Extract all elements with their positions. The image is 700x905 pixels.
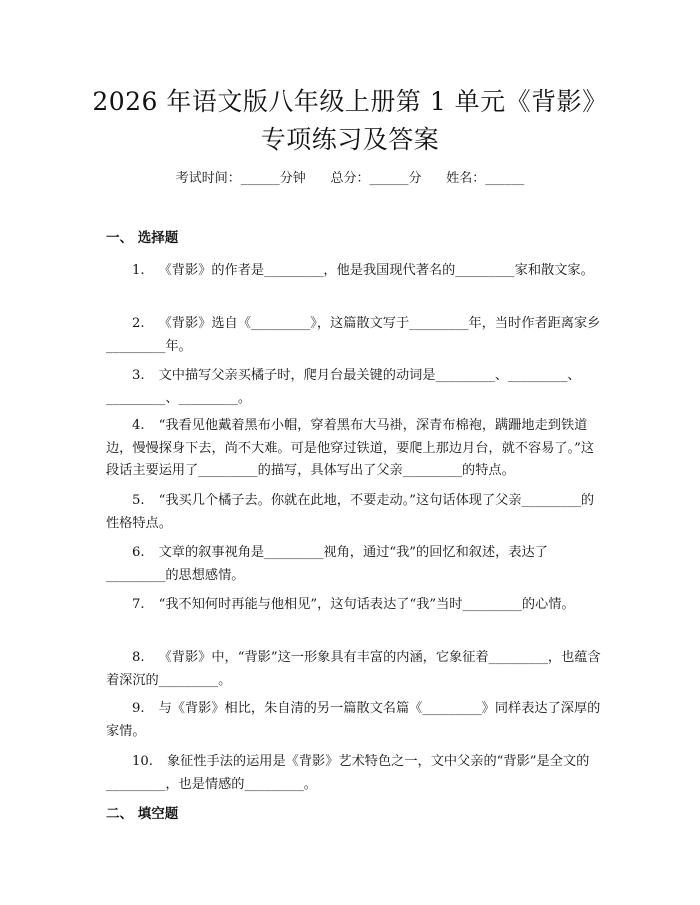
question-number: 7. [132, 597, 145, 612]
exam-info: 考试时间：______分钟 总分：______分 姓名：______ [175, 171, 525, 186]
question-number: 3. [132, 368, 145, 383]
section-heading-fill-blank: 二、 填空题 [106, 806, 179, 822]
question-text: 文章的叙事视角是_________视角，通过“我”的回忆和叙述，表达了_________的思想感情。 [106, 545, 548, 583]
question-text: 《背影》选自《_________》，这篇散文写于_________年，当时作者距离家乡_________年。 [106, 316, 601, 354]
question-number: 5. [132, 493, 145, 508]
question-number: 2. [132, 316, 145, 331]
question-text: 文中描写父亲买橘子时，爬月台最关键的动词是_________、_________、_________、_________。 [106, 368, 581, 406]
question-6 [106, 542, 606, 587]
question-5 [106, 490, 606, 535]
question-2 [106, 313, 606, 358]
question-text: 《背影》的作者是_________，他是我国现代著名的_________家和散文家。 [158, 263, 594, 278]
question-number: 4. [132, 418, 145, 433]
question-number: 1. [132, 263, 145, 278]
question-1 [106, 260, 606, 283]
question-7 [106, 594, 606, 617]
question-text: “我看见他戴着黑布小帽，穿着黑布大马褂，深青布棉袍，蹒跚地走到铁道边，慢慢探身下去，尚不大难。可是他穿过铁道，要爬上那边月台，就不容易了。”这段话主要运用了_________的描写，具体写出了父亲_________的特点。 [106, 418, 595, 478]
question-4 [106, 415, 606, 483]
question-number: 6. [132, 545, 145, 560]
question-text: “我不知何时再能与他相见”，这句话表达了“我”当时_________的心情。 [158, 597, 575, 612]
question-8 [106, 647, 606, 692]
question-number: 9. [132, 701, 145, 716]
question-9 [106, 698, 606, 743]
question-text: 象征性手法的运用是《背影》艺术特色之一，文中父亲的“背影”是全文的_________，也是情感的_________。 [106, 754, 590, 792]
question-text: 《背影》中，“背影”这一形象具有丰富的内涵，它象征着_________，也蕴含着深沉的_________。 [106, 650, 601, 688]
question-10 [106, 751, 606, 796]
question-number: 10. [132, 754, 153, 769]
question-3 [106, 365, 606, 410]
document-title-line-1: 2026 年语文版八年级上册第 1 单元《背影》 [92, 87, 608, 116]
document-title-line-2: 专项练习及答案 [260, 125, 440, 154]
question-text: “我买几个橘子去。你就在此地，不要走动。”这句话体现了父亲_________的性格特点。 [106, 493, 595, 531]
question-number: 8. [132, 650, 145, 665]
question-text: 与《背影》相比，朱自清的另一篇散文名篇《_________》同样表达了深厚的家情。 [106, 701, 601, 739]
section-heading-choice: 一、 选择题 [106, 230, 179, 246]
